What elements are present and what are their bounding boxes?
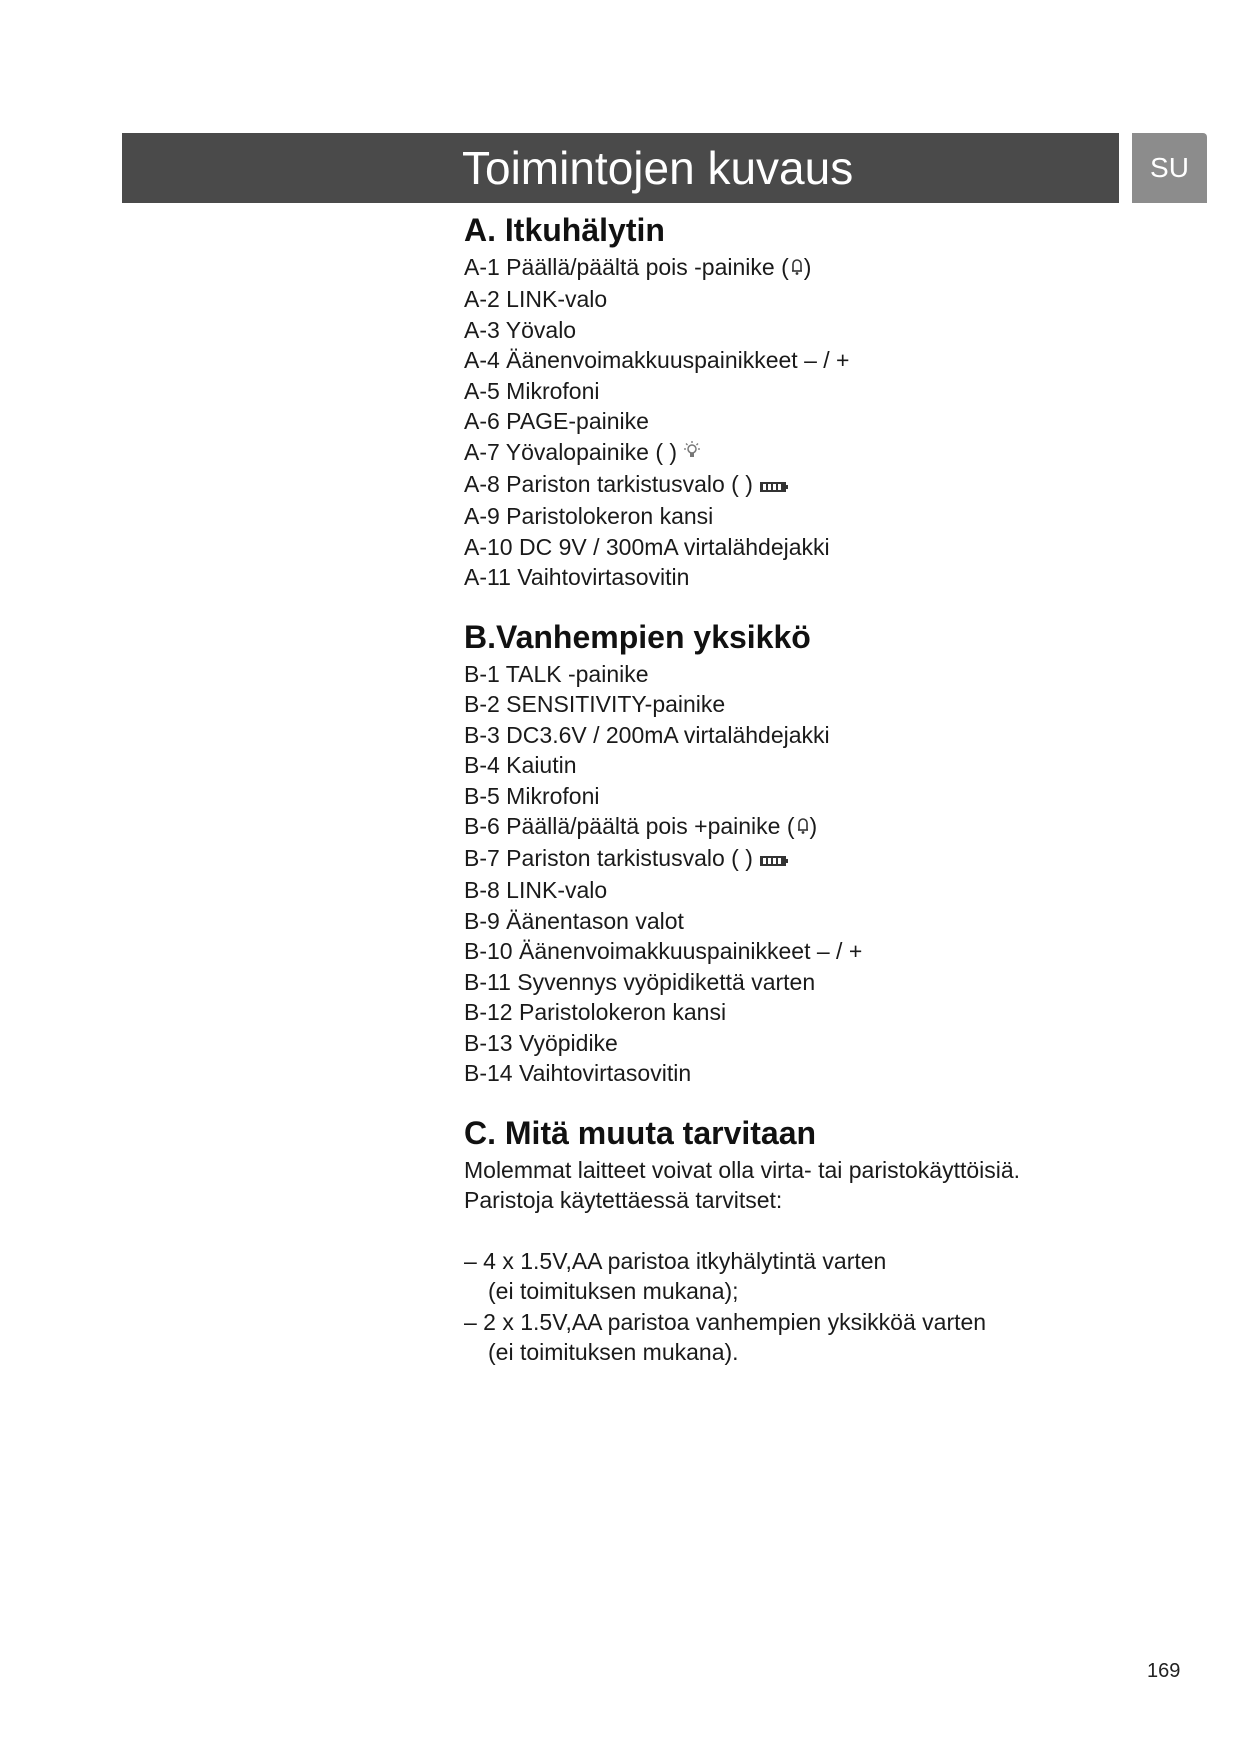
page-number: 169 xyxy=(1147,1660,1181,1682)
closing-paren: ) xyxy=(803,254,812,280)
section-gap xyxy=(464,1089,1164,1111)
list-item: B-14 Vaihtovirtasovitin xyxy=(464,1060,692,1087)
list-item xyxy=(464,811,1164,843)
item-text: B-6 Päällä/päältä pois +painike ( xyxy=(464,813,795,840)
section-requirements xyxy=(464,1111,1164,1368)
list-item xyxy=(464,1307,1164,1368)
page-title: Toimintojen kuvaus xyxy=(462,142,854,194)
paragraph-line: Paristoja käytettäessä tarvitset: xyxy=(464,1187,783,1214)
section-baby-unit xyxy=(464,208,1164,593)
list-item: B-1 TALK -painike xyxy=(464,660,649,687)
item-text: B-7 Pariston tarkistusvalo ( ) xyxy=(464,845,753,872)
bullet-note: (ei toimituksen mukana). xyxy=(488,1339,739,1366)
list-item: B-11 Syvennys vyöpidikettä varten xyxy=(464,968,816,995)
list-item: B-5 Mikrofoni xyxy=(464,782,600,809)
power-icon xyxy=(796,813,810,844)
bullet-line: – 4 x 1.5V,AA paristoa itkyhälytintä varten xyxy=(464,1247,887,1274)
battery-requirements-list xyxy=(464,1246,1164,1368)
list-item: B-13 Vyöpidike xyxy=(464,1029,618,1056)
light-bulb-icon xyxy=(683,438,701,469)
list-item xyxy=(464,469,1164,501)
item-text: A-7 Yövalopainike ( ) xyxy=(464,438,678,465)
list-item: B-4 Kaiutin xyxy=(464,752,577,779)
list-item xyxy=(464,1246,1164,1307)
bullet-note: (ei toimituksen mukana); xyxy=(488,1278,739,1305)
list-item: A-9 Paristolokeron kansi xyxy=(464,503,714,530)
item-text: A-1 Päällä/päältä pois -painike ( xyxy=(464,254,789,280)
content xyxy=(464,208,1164,1368)
section-parent-unit xyxy=(464,615,1164,1089)
list-item: B-2 SENSITIVITY-painike xyxy=(464,691,726,718)
list-item: B-9 Äänentason valot xyxy=(464,907,684,934)
bullet-line: – 2 x 1.5V,AA paristoa vanhempien yksikköä varten xyxy=(464,1308,987,1335)
section-gap xyxy=(464,593,1164,615)
header-bar xyxy=(122,133,1119,203)
list-item: A-3 Yövalo xyxy=(464,316,577,343)
list-item: B-3 DC3.6V / 200mA virtalähdejakki xyxy=(464,721,830,748)
item-text: A-8 Pariston tarkistusvalo ( ) xyxy=(464,470,753,497)
paragraph-line: Molemmat laitteet voivat olla virta- tai paristokäyttöisiä. xyxy=(464,1156,1021,1183)
list-item xyxy=(464,252,1164,284)
list-item: A-4 Äänenvoimakkuuspainikkeet – / + xyxy=(464,347,850,374)
list-item: A-2 LINK-valo xyxy=(464,286,608,313)
list-item: B-8 LINK-valo xyxy=(464,877,608,904)
battery-icon xyxy=(759,471,789,502)
list-item: A-10 DC 9V / 300mA virtalähdejakki xyxy=(464,533,830,560)
battery-icon xyxy=(759,845,789,876)
closing-paren: ) xyxy=(809,813,818,840)
section-title: A. Itkuhälytin xyxy=(464,212,665,248)
list-item: A-11 Vaihtovirtasovitin xyxy=(464,564,690,591)
list-item: A-5 Mikrofoni xyxy=(464,377,600,404)
list-item: A-6 PAGE-painike xyxy=(464,408,649,435)
section-title: B.Vanhempien yksikkö xyxy=(464,618,811,655)
language-tab[interactable]: SU xyxy=(1132,133,1207,203)
list-item xyxy=(464,437,1164,469)
power-icon xyxy=(790,254,804,285)
section-title: C. Mitä muuta tarvitaan xyxy=(464,1114,817,1151)
list-item: B-10 Äänenvoimakkuuspainikkeet – / + xyxy=(464,938,863,965)
list-item xyxy=(464,843,1164,875)
item-list xyxy=(464,252,1164,593)
item-list xyxy=(464,659,1164,1089)
list-item: B-12 Paristolokeron kansi xyxy=(464,999,727,1026)
